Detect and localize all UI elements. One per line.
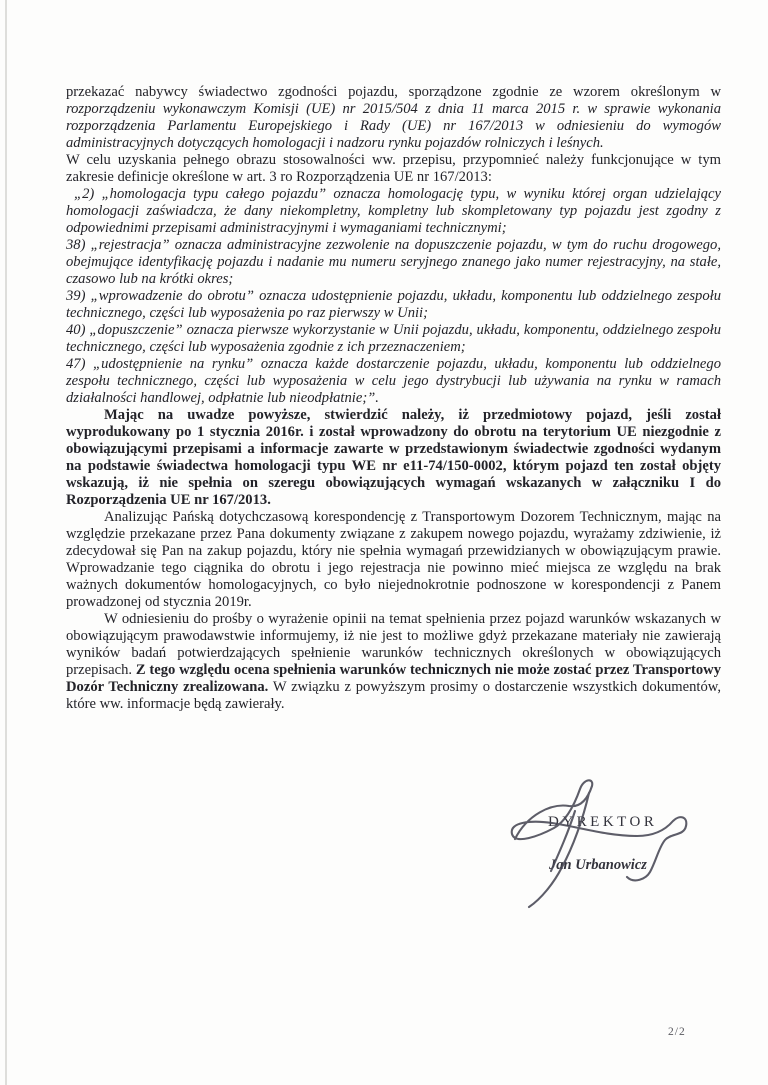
closing-bold-statement: Z tego względu ocena spełnienia warunków technicznych nie może zostać przez Transportowy Dozór Techniczny zrealizowana. bbox=[66, 662, 721, 695]
definition-item-40: 40) „dopuszczenie” oznacza pierwsze wykorzystanie w Unii pojazdu, układu, komponentu, oddzielnego zespołu technicznego, części lub wyposażenia zgodnie z ich przeznaczeniem; bbox=[66, 322, 721, 355]
paragraph-closing bbox=[66, 611, 721, 713]
definition-item-2: „2) „homologacja typu całego pojazdu” oznacza homologację typu, w wyniku której organ udzielający homologacji zaświadcza, że dany niekompletny, kompletny lub skompletowany typ pojazdu jest zgodny z odpowiednimi przepisami administracyjnymi i wymaganiami technicznymi; bbox=[66, 186, 721, 236]
definition-item-38: 38) „rejestracja” oznacza administracyjne zezwolenie na dopuszczenie pojazdu, w tym do ruchu drogowego, obejmujące identyfikację pojazdu i nadanie mu numeru seryjnego znanego jako numer rejestracyjny, na stałe, czasowo lub na krótki okres; bbox=[66, 237, 721, 287]
closing-normal-text-2: W związku z powyższym prosimy o dostarczenie wszystkich dokumentów, które ww. informacje będą zawierały. bbox=[66, 679, 721, 712]
signatory-name: Jan Urbanowicz bbox=[549, 857, 647, 873]
intro-italic-citation: rozporządzeniu wykonawczym Komisji (UE) nr 2015/504 z dnia 11 marca 2015 r. w sprawie wykonania rozporządzenia Parlamentu Europejskiego i Rady (UE) nr 167/2013 w odniesieniu do wymogów administracyjnych dotyczących homologacji i nadzoru rynku pojazdów rolniczych i leśnych. bbox=[66, 101, 721, 151]
paragraph-intro bbox=[66, 84, 721, 152]
letter-body bbox=[66, 84, 721, 713]
paragraph-conclusion: Mając na uwadze powyższe, stwierdzić należy, iż przedmiotowy pojazd, jeśli został wyprodukowany po 1 stycznia 2016r. i został wprowadzony do obrotu na terytorium UE niezgodnie z obowiązującymi przepisami a informacje zawarte w przedstawionym świadectwie zgodności wydanym na podstawie świadectwa homologacji typu WE nr e11-74/150-0002, którym pojazd ten został objęty wskazują, iż nie spełnia on szeregu obowiązujących wymagań wskazanych w załączniku I do Rozporządzenia UE nr 167/2013. bbox=[66, 407, 721, 508]
scan-edge-artifact bbox=[5, 0, 7, 1085]
definition-item-39: 39) „wprowadzenie do obrotu” oznacza udostępnienie pojazdu, układu, komponentu lub oddzielnego zespołu technicznego, części lub wyposażenia po raz pierwszy w Unii; bbox=[66, 288, 721, 321]
signatory-title: DYREKTOR bbox=[548, 814, 658, 830]
page-number: 2/2 bbox=[668, 1026, 686, 1038]
handwritten-signature-icon bbox=[455, 765, 755, 925]
definition-item-47: 47) „udostępnienie na rynku” oznacza każde dostarczenie pojazdu, układu, komponentu lub oddzielnego zespołu technicznego, części lub wyposażenia w celu jego dystrybucji lub używania na rynku w ramach działalności handlowej, odpłatnie lub nieodpłatnie;”. bbox=[66, 356, 721, 406]
paragraph-definitions-lead: W celu uzyskania pełnego obrazu stosowalności ww. przepisu, przypomnieć należy funkcjonujące w tym zakresie definicje określone w art. 3 ro Rozporządzenia UE nr 167/2013: bbox=[66, 152, 721, 185]
closing-normal-text: W odniesieniu do prośby o wyrażenie opinii na temat spełnienia przez pojazd warunków wskazanych w obowiązującym prawodawstwie informujemy, iż nie jest to możliwe gdyż przekazane materiały nie zawierają wyników badań potwierdzających spełnienie warunków technicznych określonych w obowiązujących przepisach. bbox=[66, 611, 721, 678]
intro-normal-text: przekazać nabywcy świadectwo zgodności pojazdu, sporządzone zgodnie ze wzorem określonym w bbox=[66, 84, 721, 100]
paragraph-analysis: Analizując Pańską dotychczasową korespondencję z Transportowym Dozorem Technicznym, mając na względzie przekazane przez Pana dokumenty związane z zakupem nowego pojazdu, wyrażamy zdziwienie, iż zdecydował się Pan na zakup pojazdu, który nie spełnia wymagań przewidzianych w obowiązującym prawie. Wprowadzanie tego ciągnika do obrotu i jego rejestracja nie powinno mieć miejsca ze względu na brak ważnych dokumentów homologacyjnych, co było niejednokrotnie podnoszone w korespondencji z Panem prowadzonej od stycznia 2019r. bbox=[66, 509, 721, 610]
